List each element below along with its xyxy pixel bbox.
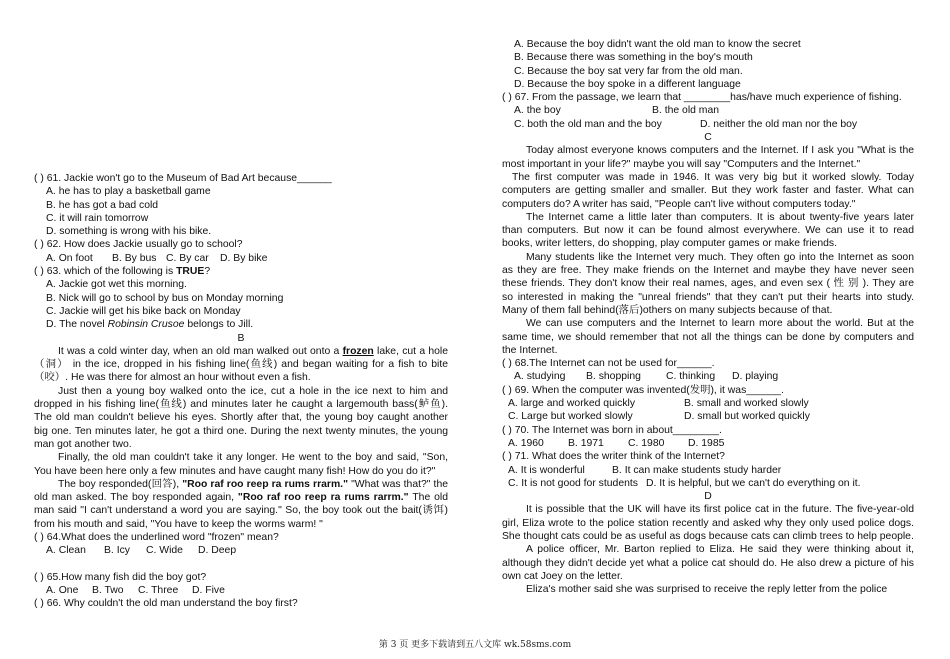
q71-options-1 xyxy=(502,464,914,477)
q67-option-b: B. the old man xyxy=(652,105,720,117)
q69-options-1 xyxy=(502,397,914,410)
q67-options-1 xyxy=(502,104,914,117)
q63-d-post: belongs to Jill. xyxy=(184,319,254,331)
page-footer: 第 3 页 更多下载请到五八文库 wk.58sms.com xyxy=(378,640,572,650)
passage-d-p1: It is possible that the UK will have its first police cat in the future. The five-year-old girl, Eliza wrote to the police station recently and asked why they only used police dogs. She thought cats could be as useful as dogs because cats can climb trees to help people. xyxy=(502,504,914,542)
q71-option-c: C. It is not good for students xyxy=(508,477,638,489)
q70-option-a: A. 1960 xyxy=(508,437,544,449)
q65-option-c: C. Three xyxy=(138,584,179,596)
q71-option-b: B. It can make students study harder xyxy=(612,464,782,476)
p4-b1: "Roo raf roo reep ra rums rrarm." xyxy=(182,478,348,490)
q69-stem: ( ) 69. When the computer was invented(发明), it was______. xyxy=(502,384,784,396)
q63-option-d xyxy=(34,318,448,331)
q63-stem-bold: TRUE xyxy=(176,266,205,278)
q70-options xyxy=(502,437,914,450)
q69-option-b: B. small and worked slowly xyxy=(684,398,809,410)
right-column xyxy=(502,38,914,596)
q66-option-a: A. Because the boy didn't want the old man to know the secret xyxy=(514,39,801,50)
q62-options xyxy=(34,252,448,265)
section-b-heading: B xyxy=(237,332,245,344)
section-c-heading: C xyxy=(704,132,712,144)
q62-stem: ( ) 62. How does Jackie usually go to school? xyxy=(34,239,243,251)
q70-option-b: B. 1971 xyxy=(568,437,604,449)
q61-option-a: A. he has to play a basketball game xyxy=(46,186,211,198)
q68-option-b: B. shopping xyxy=(586,371,641,383)
q61-stem: ( ) 61. Jackie won't go to the Museum of Bad Art because______ xyxy=(34,173,332,184)
passage-b-p1 xyxy=(34,345,448,385)
q63-stem-text: ( ) 63. which of the following is xyxy=(34,266,177,278)
left-column xyxy=(34,172,448,611)
q63-option-b: B. Nick will go to school by bus on Monday morning xyxy=(46,292,284,304)
q62-option-b: B. By bus xyxy=(112,252,157,264)
spacer xyxy=(34,558,448,571)
q61-option-b: B. he has got a bad cold xyxy=(46,199,159,211)
passage-c-p4: Many students like the Internet very much. They often go into the Internet as soon as they are free. They make friends on the Internet and maybe they have never seen these friends. They don't know their real names, ages, and even sex ( 性 别 ). They are so interested in making the "unreal friends" that they can't put their hearts into study. Many of them fall behind(落后)others on many subjects because of that. xyxy=(502,251,914,316)
q66-option-d: D. Because the boy spoke in a different language xyxy=(514,78,741,90)
p4-b2: "Roo raf roo reep ra rums rarrm." xyxy=(237,492,409,504)
passage-d-p3: Eliza's mother said she was surprised to receive the reply letter from the police xyxy=(526,584,888,596)
q68-option-c: C. thinking xyxy=(666,371,716,383)
p4-t2: "What was that?" the old man asked. The boy responded again, xyxy=(34,478,448,504)
q69-option-a: A. large and worked quickly xyxy=(508,398,636,410)
q68-options xyxy=(502,370,914,383)
p1-text: It was a cold winter day, when an old man walked out onto a xyxy=(58,345,343,357)
q65-options xyxy=(34,584,448,597)
q69-options-2 xyxy=(502,410,914,423)
q64-options xyxy=(34,544,448,557)
q64-option-d: D. Deep xyxy=(198,545,237,557)
q64-option-b: B. Icy xyxy=(104,545,130,557)
q63-option-a: A. Jackie got wet this morning. xyxy=(46,279,187,291)
q71-options-2 xyxy=(502,477,914,490)
q63-option-c: C. Jackie will get his bike back on Monday xyxy=(46,305,241,317)
q65-option-d: D. Five xyxy=(192,584,225,596)
q67-options-2 xyxy=(502,118,914,131)
underlined-word-frozen: frozen xyxy=(342,345,374,357)
q65-option-b: B. Two xyxy=(92,584,124,596)
p4-t1: The boy responded(回答), xyxy=(58,478,183,490)
p1-text-rest: lake, cut a hole（洞） in the ice, dropped in his fishing line(鱼线) and began waiting for a fish to bite（咬）. He was there for almost an hour without even a fish. xyxy=(34,345,449,384)
q67-option-a: A. the boy xyxy=(514,105,561,117)
q61-option-d: D. something is wrong with his bike. xyxy=(46,226,212,238)
passage-c-p2: The first computer was made in 1946. It was very big but it worked slowly. Today computers are getting smaller and smaller. But they work faster and faster. What can computers do? A writer has said, "People can't live without computers today." xyxy=(502,171,914,210)
passage-c-p3: The Internet came a little later than computers. It is about twenty-five years later than computers. But now it can be found almost everywhere. We can use it to read books, writer letters, do shopping, play computer games or make friends. xyxy=(502,211,914,250)
q69-option-d: D. small but worked quickly xyxy=(684,411,810,423)
q65-stem: ( ) 65.How many fish did the boy got? xyxy=(34,571,207,583)
q71-option-a: A. It is wonderful xyxy=(508,464,585,476)
p4-t3: The old man said "I can't understand a word you are saying." So, the boy took out the bait(诱饵) from his mouth and said, "You have to keep the worms warm! " xyxy=(34,492,448,530)
q71-option-d: D. It is helpful, but we can't do everything on it. xyxy=(646,477,861,489)
q67-option-d: D. neither the old man nor the boy xyxy=(700,118,858,130)
q67-stem: ( ) 67. From the passage, we learn that ________has/have much experience of fishing. xyxy=(502,92,902,104)
passage-c-p5: We can use computers and the Internet to learn more about the world. But at the same time, we should remember that not all the things can be done by computers and the Internet. xyxy=(502,318,914,356)
q69-option-c: C. Large but worked slowly xyxy=(508,411,633,423)
q61-option-c: C. it will rain tomorrow xyxy=(46,212,149,224)
passage-d-p2: A police officer, Mr. Barton replied to Eliza. He said they were thinking about it, although they didn't decide yet what a police cat should do. He also drew a picture of his own cat Joey on the letter. xyxy=(502,544,914,582)
q68-option-d: D. playing xyxy=(732,371,779,383)
q64-option-c: C. Wide xyxy=(146,545,183,557)
q64-option-a: A. Clean xyxy=(46,545,86,557)
q63-d-title: Robinsin Crusoe xyxy=(107,319,185,331)
q70-option-d: D. 1985 xyxy=(688,437,725,449)
passage-b-p3: Finally, the old man couldn't take it any longer. He went to the boy and said, "Son, You have been here only a few minutes and have caught many fish! How do you do it?" xyxy=(34,452,448,477)
q63-stem-end: ? xyxy=(204,266,211,278)
passage-c-p1: Today almost everyone knows computers and the Internet. If I ask you "What is the most important in your life?" maybe you will say "Computers and the Internet." xyxy=(502,145,914,170)
q66-option-b: B. Because there was something in the boy's mouth xyxy=(514,52,753,64)
q63-stem xyxy=(34,265,448,278)
q68-stem: ( ) 68.The Internet can not be used for______. xyxy=(502,358,715,370)
q66-stem: ( ) 66. Why couldn't the old man understand the boy first? xyxy=(34,598,298,610)
q67-option-c: C. both the old man and the boy xyxy=(514,118,662,130)
q70-option-c: C. 1980 xyxy=(628,437,665,449)
q64-stem: ( ) 64.What does the underlined word "frozen" mean? xyxy=(34,532,279,544)
q66-option-c: C. Because the boy sat very far from the old man. xyxy=(514,65,743,77)
q63-d-pre: D. The novel xyxy=(46,319,108,331)
passage-b-p4 xyxy=(34,478,448,531)
section-d-heading: D xyxy=(704,491,712,503)
q68-option-a: A. studying xyxy=(514,371,566,383)
q62-option-c: C. By car xyxy=(166,252,209,264)
q65-option-a: A. One xyxy=(46,584,79,596)
q62-option-a: A. On foot xyxy=(46,252,93,264)
q71-stem: ( ) 71. What does the writer think of the Internet? xyxy=(502,451,725,463)
q70-stem: ( ) 70. The Internet was born in about________. xyxy=(502,424,722,436)
passage-b-p2: Just then a young boy walked onto the ice, cut a hole in the ice next to him and dropped in his fishing line(鱼线) and minutes later he caught a largemouth bass(鲈鱼). The old man couldn't believe his eyes. Shortly after that, the young boy caught another big one. Ten minutes later, he got a third one. During the next twenty minutes, the young man got another two. xyxy=(34,385,448,450)
q62-option-d: D. By bike xyxy=(220,252,268,264)
